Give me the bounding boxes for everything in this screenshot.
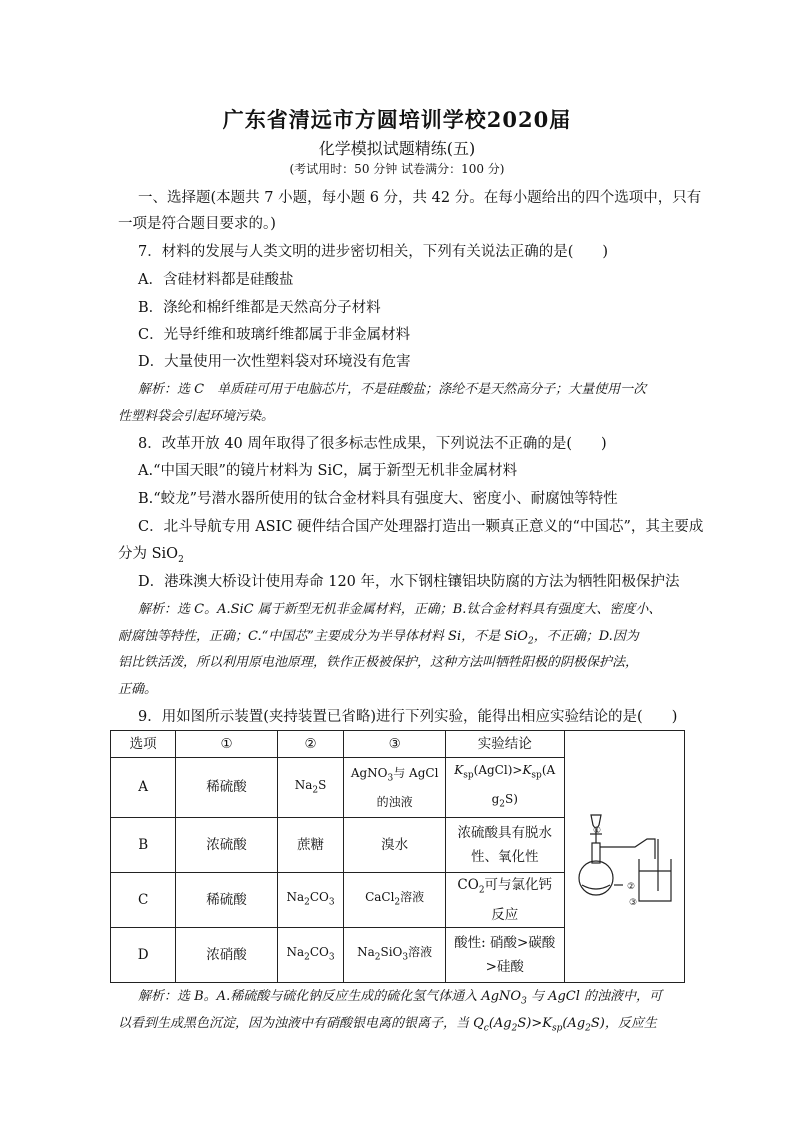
flask-icon bbox=[579, 861, 613, 895]
row-option: B bbox=[111, 817, 176, 872]
q8-option-c: C．北斗导航专用 ASIC 硬件结合国产处理器打造出一颗真正意义的“中国芯”，其主要成 bbox=[138, 519, 704, 535]
row-reagent-2: $Na_2S$ bbox=[277, 758, 344, 818]
q7-explanation-cont: 性塑料袋会引起环境污染。 bbox=[118, 409, 275, 424]
row-reagent-3: $Na_2SiO_3$溶液 bbox=[344, 927, 446, 982]
row-reagent-1: 浓硝酸 bbox=[176, 927, 277, 982]
q9-table bbox=[110, 730, 685, 983]
row-reagent-1: 稀硫酸 bbox=[176, 758, 277, 818]
row-option: D bbox=[111, 927, 176, 982]
q8-option-d: D．港珠澳大桥设计使用寿命 120 年，水下钢柱镶铝块防腐的方法为牺牲阳极保护法 bbox=[138, 574, 680, 590]
beaker-icon bbox=[639, 859, 671, 901]
table-header: 实验结论 bbox=[445, 731, 564, 758]
q7-option-a: A．含硅材料都是硅酸盐 bbox=[138, 272, 294, 288]
row-reagent-1: 浓硫酸 bbox=[176, 817, 277, 872]
table-header: ① bbox=[176, 731, 277, 758]
label-2: ② bbox=[627, 882, 636, 893]
q7-explanation: 解析：选 C 单质硅可用于电脑芯片，不是硅酸盐；涤纶不是天然高分子；大量使用一次 bbox=[138, 382, 647, 397]
section-intro: 一、选择题(本题共 7 小题，每小题 6 分，共 42 分。在每小题给出的四个选项中，只有 bbox=[138, 190, 702, 206]
q8-explanation: 解析：选 C。A.SiC 属于新型无机非金属材料，正确；B.钛合金材料具有强度大、密度小、 bbox=[138, 602, 662, 617]
apparatus-cell bbox=[564, 731, 684, 983]
table-header: ③ bbox=[344, 731, 446, 758]
row-conclusion: 浓硫酸具有脱水 性、氧化性 bbox=[445, 817, 564, 872]
label-1: ① bbox=[593, 826, 602, 837]
q7-option-b: B．涤纶和棉纤维都是天然高分子材料 bbox=[138, 300, 381, 316]
row-conclusion: $CO_2$可与氯化钙 反应 bbox=[445, 872, 564, 927]
q8-stem: 8．改革开放 40 周年取得了很多标志性成果，下列说法不正确的是( ) bbox=[138, 436, 607, 452]
page-subtitle: 化学模拟试题精练(五) bbox=[318, 139, 476, 158]
q8-option-a: A.“中国天眼”的镜片材料为 SiC，属于新型无机非金属材料 bbox=[138, 463, 518, 479]
q8-explanation-cont2: 铝比铁活泼，所以利用原电池原理，铁作正极被保护，这种方法叫牺牲阳极的阴极保护法， bbox=[118, 655, 639, 670]
row-conclusion: $K_{sp}(AgCl)>K_{sp}(A$ $g_2S$) bbox=[445, 758, 564, 818]
q9-stem: 9．用如图所示装置(夹持装置已省略)进行下列实验，能得出相应实验结论的是( ) bbox=[138, 709, 678, 725]
table-header-row bbox=[111, 731, 685, 758]
q7-option-c: C．光导纤维和玻璃纤维都属于非金属材料 bbox=[138, 327, 411, 343]
exam-info: (考试用时：50 分钟 试卷满分：100 分) bbox=[289, 162, 505, 176]
q9-explanation-cont: 以看到生成黑色沉淀，因为浊液中有硝酸银电离的银离子，当 $Q_c(Ag_2S)>K_{sp}(Ag_2S)$，反应生 bbox=[118, 1016, 657, 1034]
row-reagent-2: 蔗糖 bbox=[277, 817, 344, 872]
q8-option-b: B.“蛟龙”号潜水器所使用的钛合金材料具有强度大、密度小、耐腐蚀等特性 bbox=[138, 491, 618, 507]
row-conclusion: 酸性: 硝酸>碳酸 >硅酸 bbox=[445, 927, 564, 982]
page-title: 广东省清远市方圆培训学校2020届 bbox=[222, 107, 572, 132]
row-reagent-1: 稀硫酸 bbox=[176, 872, 277, 927]
q7-stem: 7．材料的发展与人类文明的进步密切相关，下列有关说法正确的是( ) bbox=[138, 244, 609, 260]
label-3: ③ bbox=[629, 898, 638, 909]
table-header: 选项 bbox=[111, 731, 176, 758]
q7-option-d: D．大量使用一次性塑料袋对环境没有危害 bbox=[138, 354, 411, 370]
apparatus-diagram bbox=[571, 801, 677, 911]
q9-explanation: 解析：选 B。A.稀硫酸与硫化钠反应生成的硫化氢气体通入 AgNO$_3$ 与 AgCl 的浊液中，可 bbox=[138, 989, 663, 1007]
table-header: ② bbox=[277, 731, 344, 758]
q8-explanation-end: 正确。 bbox=[118, 682, 158, 697]
row-reagent-2: $Na_2CO_3$ bbox=[277, 872, 344, 927]
q8-explanation-cont: 耐腐蚀等特性，正确；C.“中国芯”主要成分为半导体材料 Si，不是 SiO$_2$，不正确；D.因为 bbox=[118, 629, 639, 647]
row-reagent-3: 溴水 bbox=[344, 817, 446, 872]
row-option: A bbox=[111, 758, 176, 818]
section-intro-cont: 一项是符合题目要求的。) bbox=[118, 216, 276, 232]
row-reagent-3: AgNO$_3$与 AgCl 的浊液 bbox=[344, 758, 446, 818]
row-reagent-3: CaCl$_2$溶液 bbox=[344, 872, 446, 927]
q8-option-c-cont: 分为 SiO$_2$ bbox=[118, 546, 184, 565]
row-option: C bbox=[111, 872, 176, 927]
row-reagent-2: $Na_2CO_3$ bbox=[277, 927, 344, 982]
